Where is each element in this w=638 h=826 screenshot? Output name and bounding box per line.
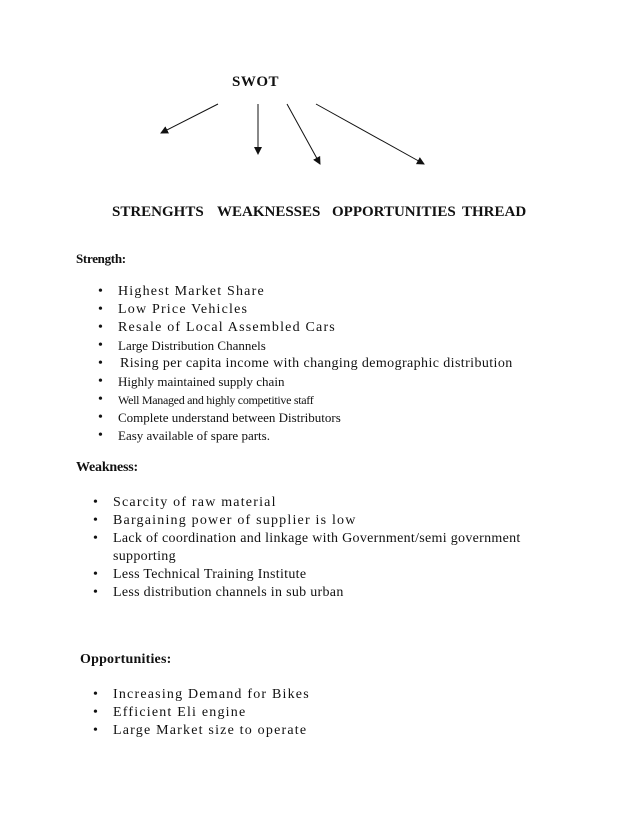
list-item: • Less Technical Training Institute bbox=[93, 566, 533, 584]
category-weaknesses: WEAKNESSES bbox=[217, 204, 321, 220]
list-item: • Bargaining power of supplier is low bbox=[93, 512, 533, 530]
list-item: • Scarcity of raw material bbox=[93, 494, 533, 512]
opportunities-list bbox=[93, 686, 310, 740]
weakness-heading: Weakness: bbox=[76, 460, 138, 475]
category-thread: THREAD bbox=[462, 204, 527, 220]
category-strengths: STRENGHTS bbox=[112, 204, 204, 220]
list-item: • Well Managed and highly competitive staff bbox=[98, 391, 513, 409]
list-item: • Highly maintained supply chain bbox=[98, 373, 513, 391]
swot-title: SWOT bbox=[232, 74, 280, 90]
opportunities-heading: Opportunities: bbox=[80, 652, 172, 667]
list-item: • Large Market size to operate bbox=[93, 722, 310, 740]
list-item: • Efficient Eli engine bbox=[93, 704, 310, 722]
strength-list bbox=[98, 283, 513, 445]
list-item: • Rising per capita income with changing demographic distribution bbox=[98, 355, 513, 373]
arrow-strengths bbox=[161, 104, 218, 133]
arrow-thread bbox=[316, 104, 424, 164]
list-item: • Low Price Vehicles bbox=[98, 301, 513, 319]
list-item: • Resale of Local Assembled Cars bbox=[98, 319, 513, 337]
strength-heading: Strength: bbox=[76, 251, 126, 266]
list-item: • Increasing Demand for Bikes bbox=[93, 686, 310, 704]
swot-arrows-diagram bbox=[0, 0, 638, 200]
list-item: • Less distribution channels in sub urban bbox=[93, 584, 533, 602]
list-item: • Complete understand between Distributors bbox=[98, 409, 513, 427]
arrow-opportunities bbox=[287, 104, 320, 164]
list-item: • Easy available of spare parts. bbox=[98, 427, 513, 445]
weakness-list bbox=[93, 494, 533, 602]
list-item: • Lack of coordination and linkage with Government/semi government supporting bbox=[93, 530, 533, 566]
list-item: • Large Distribution Channels bbox=[98, 337, 513, 355]
category-opportunities: OPPORTUNITIES bbox=[332, 204, 456, 220]
list-item: • Highest Market Share bbox=[98, 283, 513, 301]
